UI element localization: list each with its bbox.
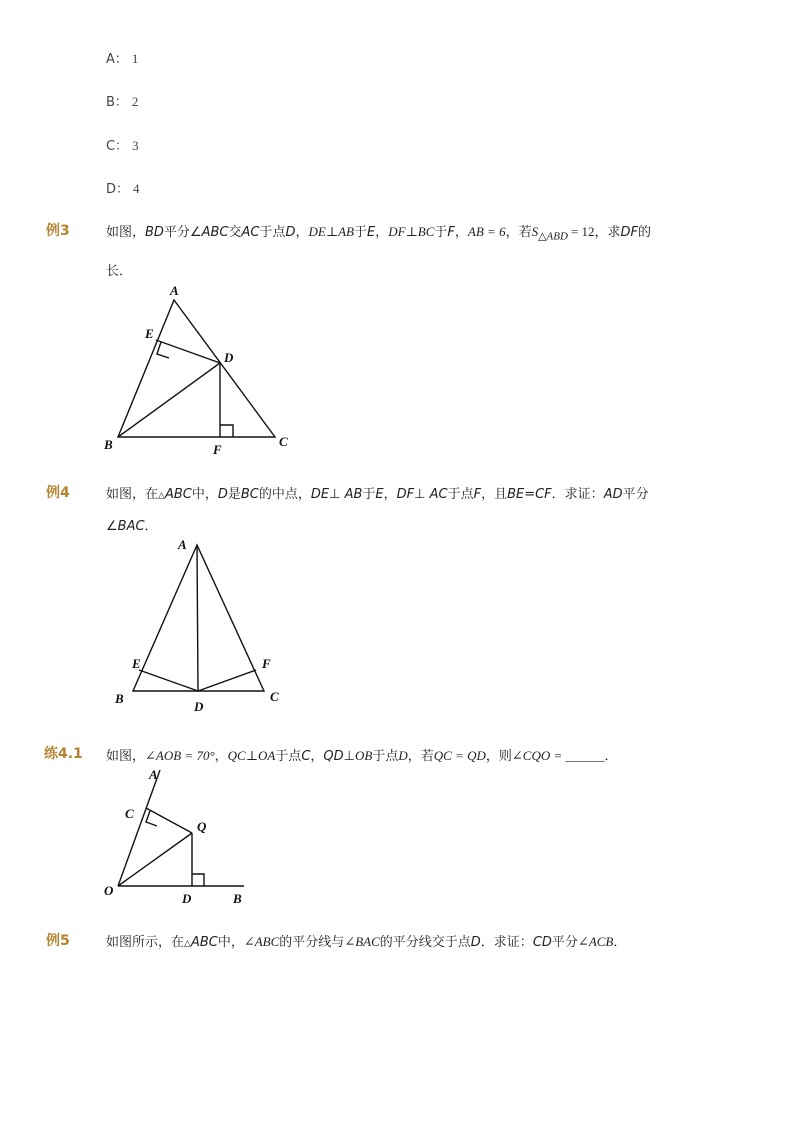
text: BAC xyxy=(117,519,145,534)
math: ∠ACB xyxy=(577,934,614,949)
text: CD xyxy=(532,935,552,950)
option-letter: D： xyxy=(106,182,130,197)
text: ABC xyxy=(201,225,229,240)
text: 于点 xyxy=(372,749,399,764)
text: ．求证： xyxy=(551,487,604,502)
text: F xyxy=(473,487,482,502)
text: ，则 xyxy=(485,749,512,764)
text: 于点 xyxy=(275,749,302,764)
text: ∠ xyxy=(106,519,118,534)
label-c: C xyxy=(270,689,279,704)
text: 于点 xyxy=(447,487,474,502)
text: D xyxy=(285,225,296,240)
text: DE⊥ AB xyxy=(310,487,363,502)
example-3-text-line2: 长． xyxy=(106,264,133,279)
text: 如图所示，在 xyxy=(106,935,185,950)
text: BC xyxy=(240,487,259,502)
text: E xyxy=(367,225,376,240)
text: ． xyxy=(613,935,627,950)
text: △ xyxy=(184,939,191,949)
text: ，求 xyxy=(594,225,621,240)
label-f: F xyxy=(262,656,271,671)
text: 于 xyxy=(362,487,376,502)
math: QC⊥OA xyxy=(227,748,276,763)
text: D xyxy=(470,935,481,950)
option-value: 1 xyxy=(131,51,139,66)
text: AD xyxy=(603,487,623,502)
math: ∠AOB = 70° xyxy=(145,748,215,763)
label-f: F xyxy=(213,442,222,457)
text: BD xyxy=(145,225,164,240)
label-d: D xyxy=(194,699,204,714)
text: ． xyxy=(604,749,618,764)
text: 交 xyxy=(228,225,242,240)
right-angle-mark-d xyxy=(192,874,204,886)
segment-oq xyxy=(118,833,192,886)
text: 平分 xyxy=(551,935,578,950)
text: 平分∠ xyxy=(163,225,202,240)
text: 的平分线与 xyxy=(279,935,345,950)
math: ∠ABC xyxy=(243,934,280,949)
label-a: A xyxy=(178,537,187,552)
text: 是 xyxy=(227,487,241,502)
label-b: B xyxy=(115,691,124,706)
label-q: Q xyxy=(197,819,207,834)
label-a: A xyxy=(170,283,179,298)
text: F xyxy=(447,225,455,240)
option-value: 2 xyxy=(131,94,139,109)
text: 的 xyxy=(638,225,652,240)
label-d: D xyxy=(182,891,192,906)
text: 于 xyxy=(434,225,448,240)
text: ⊥ xyxy=(343,749,355,764)
math: = 12 xyxy=(570,224,595,239)
ray-oa xyxy=(118,770,160,886)
label-e: E xyxy=(132,656,141,671)
text: 于 xyxy=(353,225,367,240)
text: 如图，在 xyxy=(106,487,159,502)
math: S xyxy=(531,224,539,239)
math: ∠BAC xyxy=(344,934,380,949)
text: BE=CF xyxy=(507,487,552,502)
label-a: A xyxy=(149,767,158,782)
text: D xyxy=(217,487,228,502)
option-letter: A： xyxy=(106,52,128,67)
text: 的中点， xyxy=(258,487,311,502)
text: DF⊥ AC xyxy=(396,487,448,502)
text: ， xyxy=(375,225,389,240)
label-c: C xyxy=(279,434,288,449)
text: DF xyxy=(620,225,639,240)
text: AC xyxy=(241,225,260,240)
math: QC = QD xyxy=(433,748,486,763)
text: 如图， xyxy=(106,749,146,764)
math-subscript: △ABD xyxy=(538,230,568,243)
text: ABC xyxy=(190,935,218,950)
text: QD xyxy=(323,749,344,764)
text: 如图， xyxy=(106,225,146,240)
example-5-tag: 例5 xyxy=(46,933,70,949)
option-value: 4 xyxy=(133,181,140,196)
example-3-tag: 例3 xyxy=(46,223,70,239)
text: ， xyxy=(383,487,397,502)
text: ， xyxy=(310,749,324,764)
math: DF⊥BC xyxy=(388,224,435,239)
text: ABC xyxy=(164,487,192,502)
exercise-4-1-tag: 练4.1 xyxy=(44,746,83,762)
text: 于点 xyxy=(259,225,286,240)
label-b: B xyxy=(104,437,113,452)
text: ． xyxy=(144,519,158,534)
label-b: B xyxy=(233,891,242,906)
math: DE⊥AB xyxy=(308,224,354,239)
math: D xyxy=(398,748,408,763)
option-letter: B： xyxy=(106,95,128,110)
text: 平分 xyxy=(622,487,649,502)
text: ．求证： xyxy=(480,935,533,950)
text: △ xyxy=(158,491,165,501)
segment-qc xyxy=(146,808,192,833)
math: AB = 6 xyxy=(467,224,506,239)
text: 的平分线交于点 xyxy=(379,935,471,950)
label-e: E xyxy=(145,326,154,341)
text: C xyxy=(301,749,311,764)
example-5-text xyxy=(106,931,626,950)
text: ， xyxy=(214,749,228,764)
text: ，且 xyxy=(481,487,508,502)
text: ，若 xyxy=(407,749,434,764)
example-4-tag: 例4 xyxy=(46,485,70,501)
option-letter: C： xyxy=(106,139,129,154)
text: 中， xyxy=(217,935,244,950)
text: ， xyxy=(454,225,468,240)
text: E xyxy=(375,487,384,502)
option-value: 3 xyxy=(132,138,139,153)
label-d: D xyxy=(224,350,234,365)
math: ∠CQO = ______ xyxy=(511,748,605,763)
label-o: O xyxy=(104,883,114,898)
text: 中， xyxy=(191,487,218,502)
label-c: C xyxy=(125,806,134,821)
text: ， xyxy=(295,225,309,240)
math: OB xyxy=(354,748,373,763)
text: ，若 xyxy=(505,225,532,240)
